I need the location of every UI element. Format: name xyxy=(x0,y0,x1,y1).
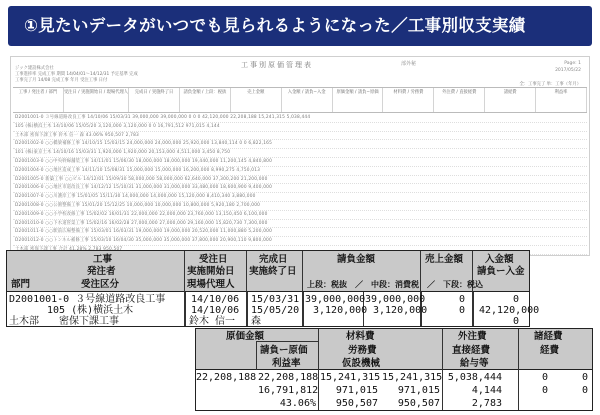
zoom-panel-cost xyxy=(195,328,593,411)
header-kyuyo: 給与等 xyxy=(460,358,489,369)
row-zero: 0 xyxy=(459,294,466,305)
page-banner xyxy=(8,6,592,46)
report-meta-right: 全：工事完了 単：工事（年月） xyxy=(519,82,581,87)
col-divider xyxy=(518,329,519,410)
cost-cell: 43.06% xyxy=(279,398,316,409)
cost-report-sheet xyxy=(10,56,590,256)
report-row: D2001011-0 ○○駅前広場整備工事 15/03/01 16/03/31 19,000,000 19,000,000 20,520,000 11,000,880 5,200,000 xyxy=(13,228,587,237)
cost-cell: 950,507 xyxy=(397,398,440,409)
cost-cell: 22,208,188 xyxy=(258,372,319,383)
header-hacchusha: 発注者 xyxy=(87,266,116,277)
report-rows xyxy=(13,114,587,255)
header-shokeihi: 諸経費 xyxy=(534,331,563,342)
header-kasetsu-kikai: 仮設機械 xyxy=(342,358,381,369)
header-ukeoi-genka: 請負ー原価 xyxy=(260,345,308,356)
report-row: 土木部 密保下課工事 鈴木 信一 森 43.06% 950,507 2,783 xyxy=(13,132,587,141)
header-nyukin-gaku: 入金額 xyxy=(485,254,514,265)
row-zero: 0 xyxy=(513,294,520,305)
row-juchubi: 14/10/06 xyxy=(191,294,240,305)
header-genba-dairinin: 現場代理人 xyxy=(187,279,235,290)
cost-cell: 15,241,315 xyxy=(320,372,381,383)
report-header-cell: 諸経費 xyxy=(485,88,536,112)
row-uriage-2: 3,120,000 xyxy=(373,305,428,316)
cost-cell: 15,241,315 xyxy=(382,372,443,383)
report-row: D2001012-0 ○○トンネル補修工事 15/03/10 16/04/30 35,000,000 35,000,000 37,800,000 20,900,110 9,800,000 xyxy=(13,237,587,246)
report-meta-line: 工事完了月 14/08 完成工事 年月 受注工事 日付 xyxy=(15,78,108,83)
cost-cell: 4,144 xyxy=(471,385,502,396)
row-kanseibi: 15/03/31 xyxy=(251,294,300,305)
report-header-row xyxy=(13,87,587,113)
header-romu: 労務費 xyxy=(348,345,377,356)
report-row: 105 (株)横浜土木 14/10/06 15/05/20 3,120,000 3,120,000 0 0 16,791,512 971,015 4,144 xyxy=(13,123,587,132)
row-jisshi-kaishi: 14/10/06 xyxy=(191,305,240,316)
header-jisshi-shuryo: 実施終了日 xyxy=(249,266,297,277)
header-zairyo: 材料費 xyxy=(346,331,375,342)
row-ukeoi-2: 3,120,000 xyxy=(313,305,368,316)
row-zero: 0 xyxy=(513,316,520,327)
report-header-cell: 入金額 / 請負−入金 xyxy=(282,88,333,112)
cost-cell: 2,783 xyxy=(471,398,502,409)
header-gaichu: 外注費 xyxy=(458,331,487,342)
row-uriage-1: 39,000,000 xyxy=(365,294,426,305)
row-agent-suffix: 森 xyxy=(251,316,261,327)
report-header-cell: 工事 / 発注者 / 部門 xyxy=(13,88,64,112)
row-nyukin: 42,120,000 xyxy=(479,305,540,316)
header-genka: 原価金額 xyxy=(226,331,265,342)
report-row: D2001004-0 ○○地区造成工事 14/11/10 15/08/31 15,000,000 15,000,000 16,200,000 8,990,275 4,750,013 xyxy=(13,167,587,176)
report-row: D2001002-0 ○○橋梁補修工事 14/10/15 15/03/15 24,000,000 24,000,000 25,920,000 13,840,114 0 0 6,822,165 xyxy=(13,140,587,149)
cost-cell: 0 xyxy=(541,372,548,383)
header-chokusetsu: 直接経費 xyxy=(452,345,491,356)
report-header-cell: 原価金額 / 請負−原価 xyxy=(333,88,384,112)
body-divider xyxy=(185,292,186,326)
header-juchubi: 受注日 xyxy=(199,254,228,265)
report-row: D2001007-0 ○○川護岸工事 15/01/05 15/11/30 14,000,000 14,000,000 15,120,000 8,410,340 3,880,000 xyxy=(13,193,587,202)
header-ukeoi-kingaku: 請負金額 xyxy=(337,254,376,265)
row-ukeoi-1: 39,000,000 xyxy=(305,294,366,305)
report-header-cell: 外注費 / 直接経費 xyxy=(434,88,485,112)
report-meta-line: ジック建設株式会社 xyxy=(15,66,54,71)
header-juchu-kubun: 受注区分 xyxy=(81,279,120,290)
report-row: D2001008-0 ○○公園整備工事 15/01/20 15/12/25 10,000,000 10,000,000 10,800,000 5,920,180 2,700,000 xyxy=(13,202,587,211)
report-title: 工事別原価管理表 xyxy=(241,61,313,69)
cost-cell: 971,015 xyxy=(397,385,440,396)
header-ukeoi-sub: 上段：税抜 ／ 中段：消費税 ／ 下段：税込 xyxy=(307,280,483,289)
row-section: 密保下課工事 xyxy=(59,316,119,327)
header-jisshi-kaishi: 実施開始日 xyxy=(187,266,235,277)
cost-cell: 971,015 xyxy=(335,385,378,396)
zoom-panel-contract xyxy=(6,250,540,327)
report-page-label: Page: 1 xyxy=(564,61,581,66)
col-divider xyxy=(442,329,443,410)
header-keihi: 経費 xyxy=(540,345,560,356)
row-client: 105 (株)横浜土木 xyxy=(47,305,134,316)
header-rieki-ritsu: 利益率 xyxy=(272,358,301,369)
cost-cell: 0 xyxy=(581,385,588,396)
report-meta xyxy=(15,66,138,84)
col-divider xyxy=(318,329,319,410)
report-row: D2001006-0 ○○地区市道改良工事 14/12/12 15/10/31 31,000,000 31,000,000 33,480,000 18,600,900 9,400,000 xyxy=(13,184,587,193)
cost-cell: 5,038,444 xyxy=(447,372,502,383)
header-divider xyxy=(256,341,318,342)
report-meta-line: 工事進捗率 完成工事 期間 14/04/01〜14/12/31 予定基準 完成 xyxy=(15,72,138,77)
header-divider xyxy=(256,341,257,370)
cost-cell: 0 xyxy=(541,385,548,396)
report-header-cell: 完成日 / 実施終了日 xyxy=(129,88,180,112)
header-kanseibi: 完成日 xyxy=(259,254,288,265)
row-agent: 鈴木 信一 xyxy=(189,316,236,327)
row-code-name: D2001001-0 ３号線道路改良工事 xyxy=(9,294,166,305)
cost-cell: 22,208,188 xyxy=(196,372,257,383)
report-page-info xyxy=(555,60,581,74)
row-dept: 土木部 xyxy=(9,316,39,327)
report-header-cell: 受注日 / 実施開始日 / 現場代理人 xyxy=(64,88,129,112)
report-row: D2001009-0 ○○小学校改修工事 15/02/02 16/01/31 22,000,000 22,000,000 23,760,000 13,150,450 6,100,000 xyxy=(13,211,587,220)
report-row: D2001010-0 ○○下水道管渠工事 15/02/16 16/02/28 27,000,000 27,000,000 29,160,000 15,820,730 7,300,000 xyxy=(13,220,587,229)
report-header-cell: 材料費 / 労務費 xyxy=(383,88,434,112)
report-row: D2001003-0 ○○中央幹線舗装工事 14/11/01 15/06/30 18,000,000 18,000,000 19,440,000 11,200,145 4,840,800 xyxy=(13,158,587,167)
header-ukeoi-nyukin: 請負ー入金 xyxy=(477,266,525,277)
body-divider xyxy=(247,292,248,326)
report-row: 101 (株)東京土木 14/10/16 15/03/31 1,920,000 1,920,000 20,153,000 4,511,000 3,450 8,750 xyxy=(13,149,587,158)
report-row: D2001001-0 ３号線道路改良工事 14/10/06 15/03/31 39,000,000 39,000,000 0 0 0 42,120,000 22,208,188 15,241,315 5,038,444 xyxy=(13,114,587,123)
header-uriage-kingaku: 売上金額 xyxy=(425,254,464,265)
report-date-label: 2017/05/22 xyxy=(555,68,581,73)
header-kouji: 工事 xyxy=(93,254,113,265)
banner-title: ①見たいデータがいつでも見られるようになった／工事別収支実績 xyxy=(24,16,526,35)
report-header-cell: 請負金額 / 上段：税抜 xyxy=(180,88,231,112)
report-header-cell: 利益率 xyxy=(536,88,587,112)
cost-cell: 0 xyxy=(581,372,588,383)
row-zero: 0 xyxy=(459,305,466,316)
header-bumon: 部門 xyxy=(11,279,31,290)
report-confidential-label: 部外秘 xyxy=(401,61,417,67)
report-header-cell: 売上金額 xyxy=(231,88,282,112)
cost-cell: 950,507 xyxy=(335,398,378,409)
body-divider xyxy=(303,292,304,326)
row-jisshi-shuryo: 15/05/20 xyxy=(251,305,300,316)
report-row: D2001005-0 新築工事 ○○ビル 14/12/01 15/09/30 58,000,000 58,000,000 62,640,000 37,300,200 21,200,000 xyxy=(13,176,587,185)
body-divider xyxy=(473,292,474,326)
cost-cell: 16,791,812 xyxy=(258,385,319,396)
